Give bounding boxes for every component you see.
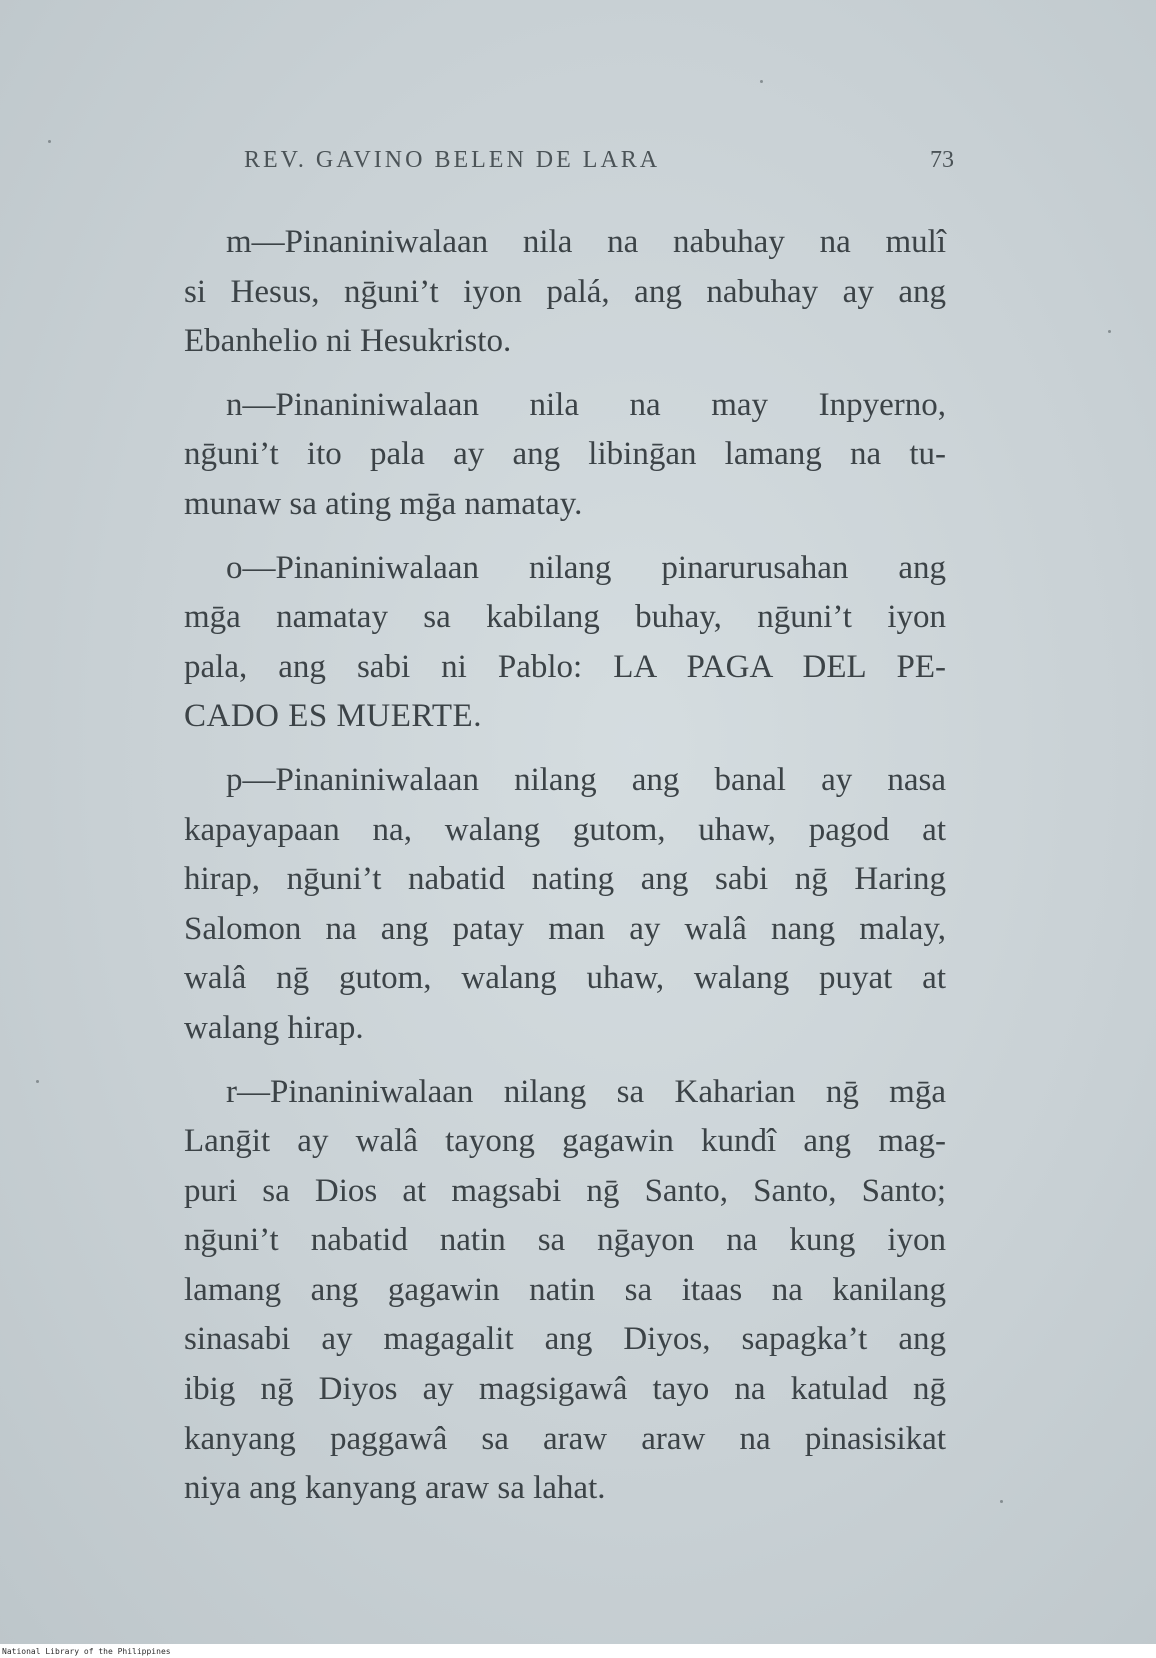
text-line: nḡuni’t ito pala ay ang libinḡan lamang na tu-: [184, 436, 946, 473]
paragraph-m: [184, 218, 946, 367]
text-line: kapayapaan na, walang gutom, uhaw, pagod at: [184, 811, 946, 848]
scan-speck: [1000, 1500, 1003, 1503]
text-line: Lanḡit ay walâ tayong gagawin kundî ang mag-: [184, 1123, 946, 1160]
text-line: pala, ang sabi ni Pablo: LA PAGA DEL PE-: [184, 648, 946, 685]
text-line: p—Pinaniniwalaan nilang ang banal ay nasa: [226, 761, 946, 798]
text-line: n—Pinaniniwalaan nila na may Inpyerno,: [226, 386, 946, 423]
text-line: mḡa namatay sa kabilang buhay, nḡuni’t iyon: [184, 599, 946, 636]
text-line: nḡuni’t nabatid natin sa nḡayon na kung iyon: [184, 1222, 946, 1259]
paragraph-n: [184, 381, 946, 530]
text-line: walâ nḡ gutom, walang uhaw, walang puyat at: [184, 960, 946, 997]
paragraph-p: [184, 756, 946, 1054]
scan-speck: [760, 80, 763, 83]
text-line: ibig nḡ Diyos ay magsigawâ tayo na katulad nḡ: [184, 1371, 946, 1408]
paragraph-r: [184, 1068, 946, 1514]
scan-speck: [1108, 330, 1111, 333]
page-number: 73: [930, 147, 954, 173]
text-line: hirap, nḡuni’t nabatid nating ang sabi nḡ Haring: [184, 861, 946, 898]
running-header: [244, 147, 954, 187]
text-line: puri sa Dios at magsabi nḡ Santo, Santo, Santo;: [184, 1172, 946, 1209]
text-line: si Hesus, nḡuni’t iyon palá, ang nabuhay ay ang: [184, 273, 946, 310]
scan-speck: [48, 140, 51, 143]
text-line: sinasabi ay magagalit ang Diyos, sapagka’t ang: [184, 1321, 946, 1358]
text-line: munaw sa ating mḡa namatay.: [184, 485, 583, 522]
scan-speck: [36, 1080, 39, 1083]
text-line: Ebanhelio ni Hesukristo.: [184, 323, 512, 360]
text-line: r—Pinaniniwalaan nilang sa Kaharian nḡ mḡa: [226, 1073, 946, 1110]
body-text: [184, 218, 946, 1528]
paragraph-o: [184, 544, 946, 742]
text-line: Salomon na ang patay man ay walâ nang malay,: [184, 910, 946, 947]
running-header-title: REV. GAVINO BELEN DE LARA: [244, 147, 661, 173]
footer-band: [0, 1644, 1156, 1658]
text-line: kanyang paggawâ sa araw araw na pinasisikat: [184, 1420, 946, 1457]
text-line: CADO ES MUERTE.: [184, 698, 482, 735]
text-line: o—Pinaniniwalaan nilang pinarurusahan ang: [226, 549, 946, 586]
library-credit: National Library of the Philippines: [2, 1647, 171, 1656]
text-line: niya ang kanyang araw sa lahat.: [184, 1470, 606, 1507]
text-line: m—Pinaniniwalaan nila na nabuhay na mulî: [226, 224, 946, 260]
text-line: walang hirap.: [184, 1009, 364, 1046]
text-line: lamang ang gagawin natin sa itaas na kanilang: [184, 1271, 946, 1308]
